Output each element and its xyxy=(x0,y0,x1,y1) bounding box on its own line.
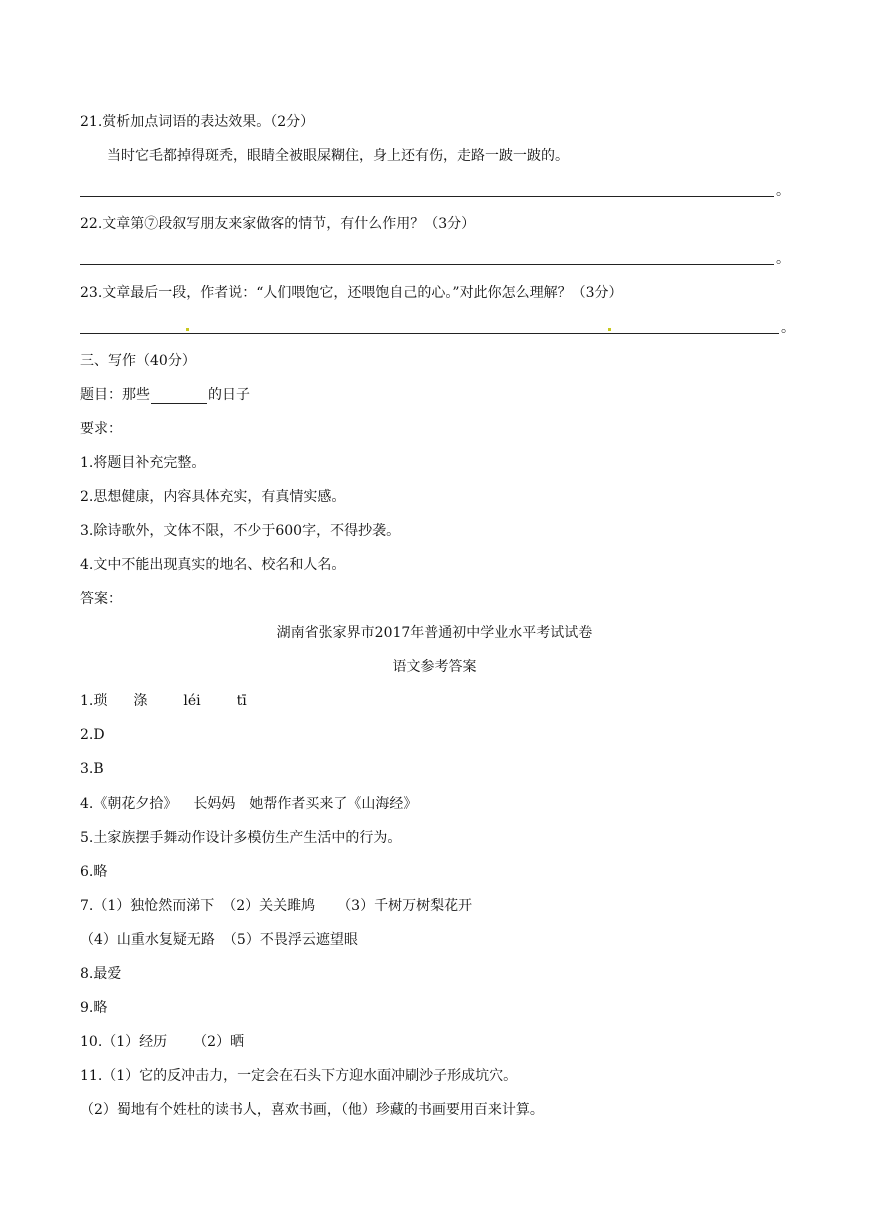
answer-line-23-period: 。 xyxy=(781,320,795,336)
scan-artifact-dot xyxy=(608,328,611,331)
answer-1-c: léi xyxy=(183,693,201,709)
writing-title-blank[interactable] xyxy=(151,389,207,404)
answer-7-5: （5）不畏浮云遮望眼 xyxy=(222,932,358,948)
answer-line-21[interactable] xyxy=(80,196,774,197)
answer-10 xyxy=(80,1033,244,1051)
answer-line-22-period: 。 xyxy=(776,251,790,267)
question-21-quote: 当时它毛都掉得斑秃，眼睛全被眼屎糊住，身上还有伤，走路一跛一跛的。 xyxy=(107,148,569,164)
answer-11-line-2: （2）蜀地有个姓杜的读书人，喜欢书画，（他）珍藏的书画要用百来计算。 xyxy=(80,1102,544,1118)
answer-4-c: 她帮作者买来了《山海经》 xyxy=(249,796,418,812)
answer-9: 9.略 xyxy=(80,1000,108,1016)
answer-7-2: （2）关关雎鸠 xyxy=(222,898,316,914)
answer-7-3: （3）千树万树梨花开 xyxy=(337,898,473,914)
answer-3: 3.B xyxy=(80,761,104,777)
answer-key-title: 湖南省张家界市2017年普通初中学业水平考试试卷 xyxy=(276,625,593,641)
question-21-prompt: 21.赏析加点词语的表达效果。（2分） xyxy=(80,114,315,130)
answer-1-d: tī xyxy=(236,693,247,709)
answer-7-4: （4）山重水复疑无路 xyxy=(80,932,215,948)
answer-1-b: 涤 xyxy=(133,693,148,709)
writing-requirement: 1.将题目补充完整。 xyxy=(80,455,206,471)
answer-4 xyxy=(80,795,417,813)
writing-heading: 三、写作（40分） xyxy=(80,353,196,369)
writing-title xyxy=(80,386,250,404)
answer-10-1: 10.（1）经历 xyxy=(80,1034,168,1050)
writing-requirement: 4.文中不能出现真实的地名、校名和人名。 xyxy=(80,557,346,573)
answer-10-2: （2）晒 xyxy=(193,1034,245,1050)
answer-2: 2.D xyxy=(80,727,105,743)
answer-7-1: 7.（1）独怆然而涕下 xyxy=(80,898,215,914)
answer-11-line-1: 11.（1）它的反冲击力，一定会在石头下方迎水面冲刷沙子形成坑穴。 xyxy=(80,1068,518,1084)
answer-1 xyxy=(80,692,247,710)
answer-8: 8.最爱 xyxy=(80,966,122,982)
answer-1-num: 1.琐 xyxy=(80,693,108,709)
question-22-prompt: 22.文章第⑦段叙写朋友来家做客的情节，有什么作用？（3分） xyxy=(80,216,476,232)
writing-requirement: 2.思想健康，内容具体充实，有真情实感。 xyxy=(80,489,346,505)
answer-key-subtitle: 语文参考答案 xyxy=(392,659,477,675)
answer-5: 5.土家族摆手舞动作设计多模仿生产生活中的行为。 xyxy=(80,830,402,846)
answer-line-22[interactable] xyxy=(80,264,774,265)
writing-title-suffix: 的日子 xyxy=(208,387,250,403)
writing-requirement: 3.除诗歌外，文体不限，不少于600字，不得抄袭。 xyxy=(80,523,401,539)
answer-line-23[interactable] xyxy=(80,333,779,334)
answer-line-21-period: 。 xyxy=(776,183,790,199)
answer-4-a: 4.《朝花夕拾》 xyxy=(80,796,178,812)
answer-7-line-2 xyxy=(80,931,358,949)
writing-title-prefix: 题目：那些 xyxy=(80,387,150,403)
question-23-prompt: 23.文章最后一段，作者说：“人们喂饱它，还喂饱自己的心。”对此你怎么理解？（3分） xyxy=(80,285,623,301)
scan-artifact-dot xyxy=(186,328,189,331)
answer-7-line-1 xyxy=(80,897,472,915)
writing-requirements-label: 要求： xyxy=(80,421,122,437)
answer-4-b: 长妈妈 xyxy=(193,796,236,812)
answer-6: 6.略 xyxy=(80,864,108,880)
answers-label: 答案： xyxy=(80,591,122,607)
